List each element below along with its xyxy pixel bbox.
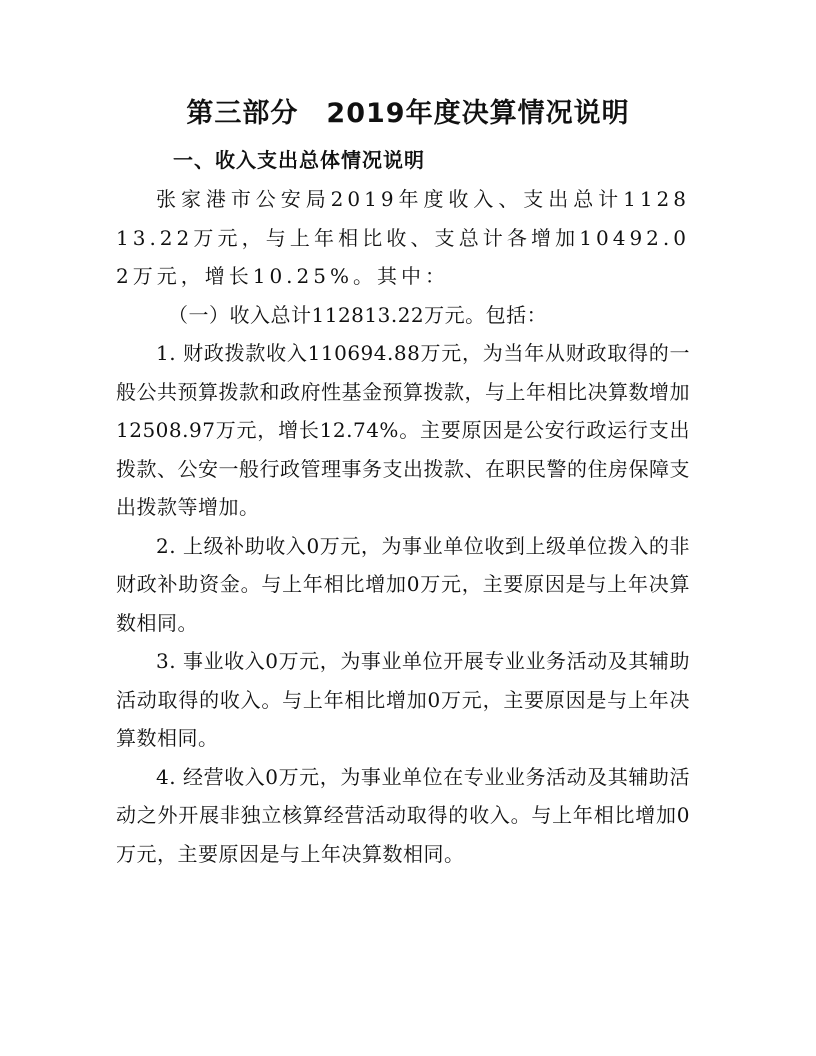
paragraph-income-total: （一）收入总计112813.22万元。包括：	[168, 302, 548, 327]
paragraph-operating-income: 4. 经营收入0万元，为事业单位在专业业务活动及其辅助活动之外开展非独立核算经营活动取得的收入。与上年相比增加0万元，主要原因是与上年决算数相同。	[116, 764, 690, 866]
paragraph-summary: 张家港市公安局2019年度收入、支出总计112813.22万元，与上年相比收、支总计各增加10492.02万元，增长10.25%。其中：	[116, 187, 690, 288]
paragraph-fiscal-appropriation: 1. 财政拨款收入110694.88万元，为当年从财政取得的一般公共预算拨款和政府性基金预算拨款，与上年相比决算数增加12508.97万元，增长12.74%。主要原因是公安行政运行支出拨款、公安一般行政管理事务支出拨款、在职民警的住房保障支出拨款等增加。	[116, 341, 690, 519]
page-title: 第三部分 2019年度决算情况说明	[186, 98, 630, 129]
document-body	[116, 180, 690, 873]
section-heading: 一、收入支出总体情况说明	[173, 148, 425, 172]
paragraph-superior-subsidy: 2. 上级补助收入0万元，为事业单位收到上级单位拨入的非财政补助资金。与上年相比增加0万元，主要原因是与上年决算数相同。	[116, 533, 690, 635]
paragraph-business-income: 3. 事业收入0万元，为事业单位开展专业业务活动及其辅助活动取得的收入。与上年相比增加0万元，主要原因是与上年决算数相同。	[116, 649, 690, 750]
